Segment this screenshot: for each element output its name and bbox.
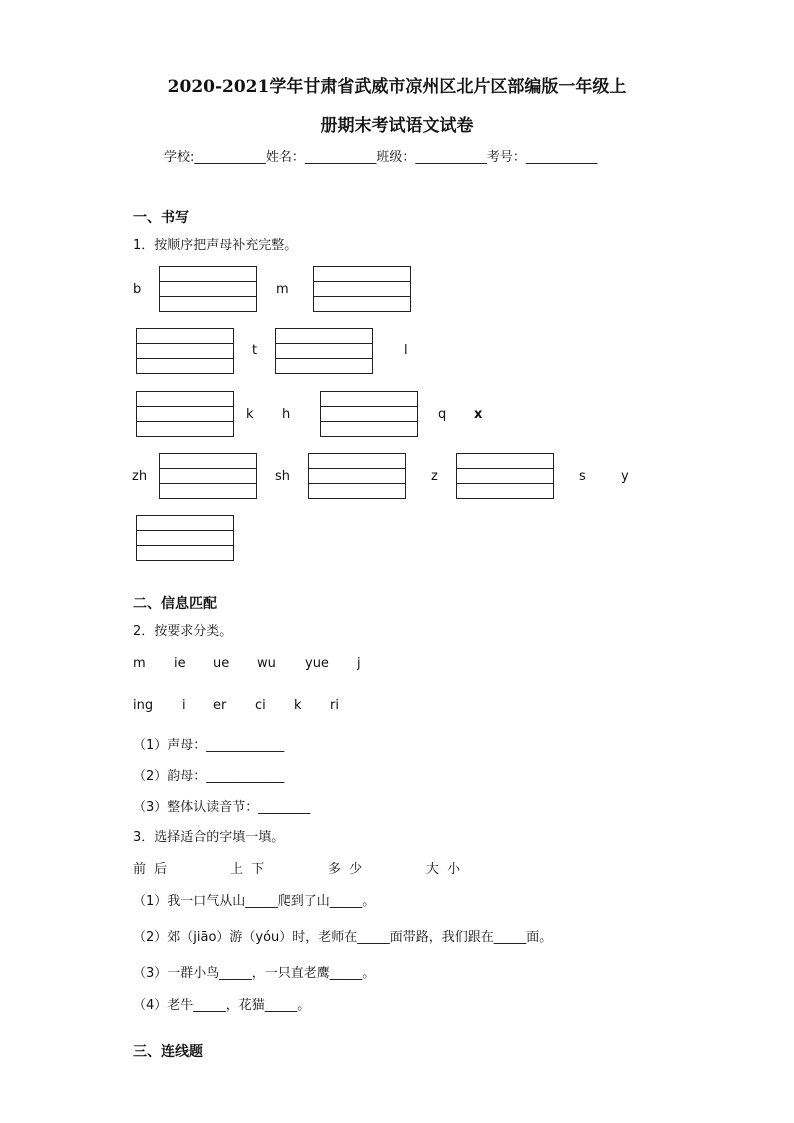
word-pair: 大 小 — [426, 862, 461, 877]
word-pair: 前 后 — [133, 862, 168, 877]
letter-q: q — [438, 407, 447, 422]
section-heading-writing: 一、书写 — [133, 210, 189, 226]
syllable: j — [357, 656, 361, 671]
question-2: 2．按要求分类。 — [133, 624, 233, 639]
writing-box[interactable] — [136, 391, 234, 437]
letter-m: m — [276, 282, 289, 297]
syllable: wu — [257, 656, 276, 671]
writing-box[interactable] — [159, 453, 257, 499]
letter-x: x — [474, 407, 483, 422]
letter-z: z — [431, 469, 438, 484]
syllable: yue — [305, 656, 329, 671]
section-heading-connect: 三、连线题 — [133, 1044, 203, 1060]
question-3-4[interactable]: （4）老牛_____，花猫_____。 — [133, 998, 311, 1013]
letter-k: k — [246, 407, 254, 422]
syllable: ie — [174, 656, 186, 671]
question-3-2[interactable]: （2）郊（jiāo）游（yóu）时，老师在_____面带路，我们跟在_____面。 — [133, 930, 553, 945]
writing-box[interactable] — [456, 453, 554, 499]
letter-h: h — [282, 407, 291, 422]
letter-l: l — [404, 343, 408, 358]
writing-box[interactable] — [275, 328, 373, 374]
syllable: i — [182, 698, 186, 713]
syllable: m — [133, 656, 146, 671]
question-1: 1．按顺序把声母补充完整。 — [133, 238, 298, 253]
letter-sh: sh — [275, 469, 291, 484]
syllable: ri — [330, 698, 339, 713]
question-2-3-whole-syllables[interactable]: （3）整体认读音节：________ — [133, 800, 311, 815]
writing-box[interactable] — [136, 515, 234, 561]
syllable: er — [213, 698, 227, 713]
question-2-2-finals[interactable]: （2）韵母：____________ — [133, 769, 285, 784]
question-3-1[interactable]: （1）我一口气从山_____爬到了山_____。 — [133, 894, 376, 909]
title-line-1: 2020-2021学年甘肃省武威市凉州区北片区部编版一年级上 — [167, 77, 627, 97]
title-line-2: 册期末考试语文试卷 — [320, 116, 474, 136]
writing-box[interactable] — [320, 391, 418, 437]
student-info-fields[interactable]: 学校:___________姓名：___________班级：___________考号：___________ — [164, 150, 598, 165]
writing-box[interactable] — [159, 266, 257, 312]
letter-y: y — [621, 469, 629, 484]
letter-zh: zh — [132, 469, 148, 484]
writing-box[interactable] — [313, 266, 411, 312]
writing-box[interactable] — [308, 453, 406, 499]
syllable: k — [294, 698, 302, 713]
word-pair: 多 少 — [328, 862, 363, 877]
syllable: ci — [255, 698, 266, 713]
syllable: ue — [213, 656, 230, 671]
letter-b: b — [133, 282, 142, 297]
letter-t: t — [252, 343, 258, 358]
question-3-3[interactable]: （3）一群小鸟_____，一只直老鹰_____。 — [133, 966, 376, 981]
word-pair: 上 下 — [230, 862, 265, 877]
question-3: 3．选择适合的字填一填。 — [133, 830, 285, 845]
writing-box[interactable] — [136, 328, 234, 374]
syllable: ing — [133, 698, 154, 713]
section-heading-matching: 二、信息匹配 — [133, 596, 217, 612]
question-2-1-initials[interactable]: （1）声母：____________ — [133, 738, 285, 753]
letter-s: s — [579, 469, 586, 484]
